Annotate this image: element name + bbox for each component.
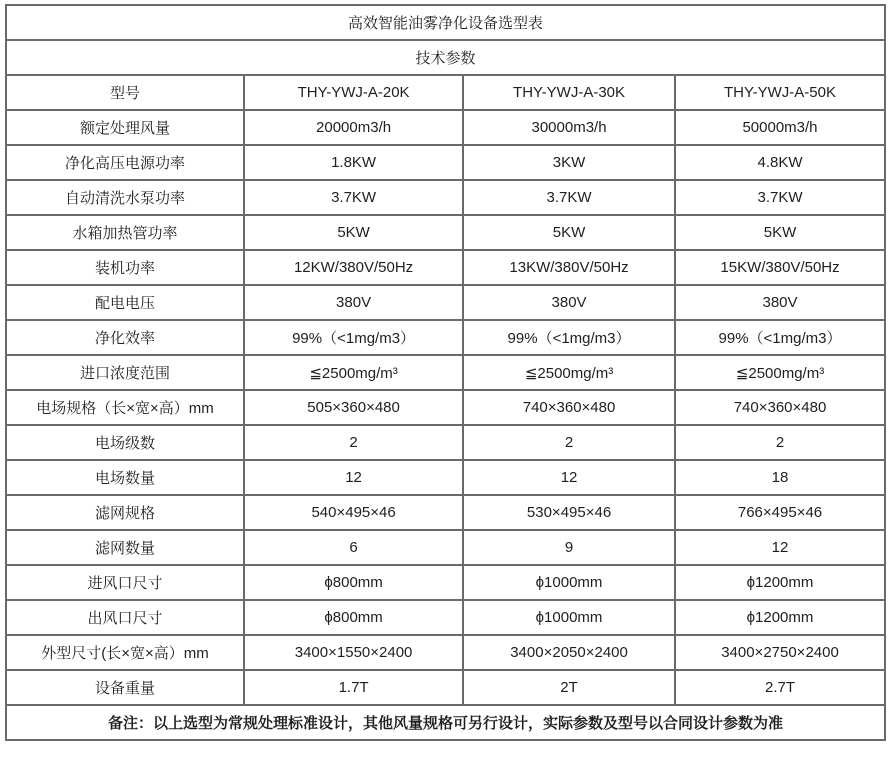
table-row [6,180,885,215]
spec-rows [6,110,885,705]
title-row [6,5,885,40]
value-cell: ϕ1200mm [675,565,885,600]
value-cell: 12KW/380V/50Hz [244,250,463,285]
value-cell: 380V [675,285,885,320]
value-cell: 20000m3/h [244,110,463,145]
value-cell: 2T [463,670,675,705]
table-row [6,460,885,495]
value-cell: 5KW [244,215,463,250]
spec-table [5,4,886,741]
row-label: 净化高压电源功率 [6,145,244,180]
table-row [6,145,885,180]
table-row [6,390,885,425]
row-label: 进风口尺寸 [6,565,244,600]
value-cell: 4.8KW [675,145,885,180]
value-cell: 30000m3/h [463,110,675,145]
row-label: 滤网数量 [6,530,244,565]
value-cell: 2.7T [675,670,885,705]
value-cell: 740×360×480 [463,390,675,425]
remark-row [6,705,885,740]
section-row [6,40,885,75]
value-cell: 2 [463,425,675,460]
table-row [6,600,885,635]
value-cell: 3400×2050×2400 [463,635,675,670]
value-cell: 13KW/380V/50Hz [463,250,675,285]
table-row [6,250,885,285]
table-row [6,635,885,670]
value-cell: 12 [675,530,885,565]
model-row [6,75,885,110]
value-cell: 12 [463,460,675,495]
table-row [6,425,885,460]
row-label: 额定处理风量 [6,110,244,145]
value-cell: 15KW/380V/50Hz [675,250,885,285]
value-cell: 3.7KW [675,180,885,215]
value-cell: 1.7T [244,670,463,705]
value-cell: 3400×1550×2400 [244,635,463,670]
value-cell: 1.8KW [244,145,463,180]
value-cell: 766×495×46 [675,495,885,530]
value-cell: ϕ800mm [244,565,463,600]
table-row [6,320,885,355]
row-label: 自动清洗水泵功率 [6,180,244,215]
row-label: 水箱加热管功率 [6,215,244,250]
row-label: 滤网规格 [6,495,244,530]
model-row-label: 型号 [6,75,244,110]
bottom-margin [5,741,892,746]
row-label: 电场级数 [6,425,244,460]
table-row [6,565,885,600]
value-cell: 9 [463,530,675,565]
value-cell: 505×360×480 [244,390,463,425]
table-row [6,285,885,320]
row-label: 电场数量 [6,460,244,495]
value-cell: 380V [244,285,463,320]
value-cell: 18 [675,460,885,495]
table-row [6,495,885,530]
model-name-cell: THY-YWJ-A-50K [675,75,885,110]
value-cell: 540×495×46 [244,495,463,530]
value-cell: ϕ1200mm [675,600,885,635]
value-cell: 3.7KW [463,180,675,215]
value-cell: 99%（<1mg/m3） [244,320,463,355]
value-cell: ≦2500mg/m³ [675,355,885,390]
value-cell: 50000m3/h [675,110,885,145]
table-row [6,355,885,390]
model-name-cell: THY-YWJ-A-20K [244,75,463,110]
section-header: 技术参数 [6,40,885,75]
value-cell: 2 [675,425,885,460]
table-row [6,670,885,705]
value-cell: 99%（<1mg/m3） [675,320,885,355]
value-cell: 99%（<1mg/m3） [463,320,675,355]
row-label: 电场规格（长×宽×高）mm [6,390,244,425]
value-cell: 5KW [463,215,675,250]
table-row [6,530,885,565]
value-cell: 3400×2750×2400 [675,635,885,670]
row-label: 外型尺寸(长×宽×高）mm [6,635,244,670]
model-name-cell: THY-YWJ-A-30K [463,75,675,110]
value-cell: ϕ1000mm [463,565,675,600]
value-cell: 740×360×480 [675,390,885,425]
value-cell: 6 [244,530,463,565]
value-cell: ≦2500mg/m³ [244,355,463,390]
table-title: 高效智能油雾净化设备选型表 [6,5,885,40]
value-cell: ϕ1000mm [463,600,675,635]
value-cell: 2 [244,425,463,460]
row-label: 装机功率 [6,250,244,285]
row-label: 进口浓度范围 [6,355,244,390]
row-label: 出风口尺寸 [6,600,244,635]
value-cell: 380V [463,285,675,320]
row-label: 设备重量 [6,670,244,705]
value-cell: 530×495×46 [463,495,675,530]
value-cell: 12 [244,460,463,495]
value-cell: ≦2500mg/m³ [463,355,675,390]
value-cell: 3KW [463,145,675,180]
value-cell: ϕ800mm [244,600,463,635]
table-row [6,110,885,145]
remark-text: 备注：以上选型为常规处理标准设计，其他风量规格可另行设计，实际参数及型号以合同设计参数为准 [6,705,885,740]
value-cell: 3.7KW [244,180,463,215]
value-cell: 5KW [675,215,885,250]
row-label: 配电电压 [6,285,244,320]
table-row [6,215,885,250]
row-label: 净化效率 [6,320,244,355]
